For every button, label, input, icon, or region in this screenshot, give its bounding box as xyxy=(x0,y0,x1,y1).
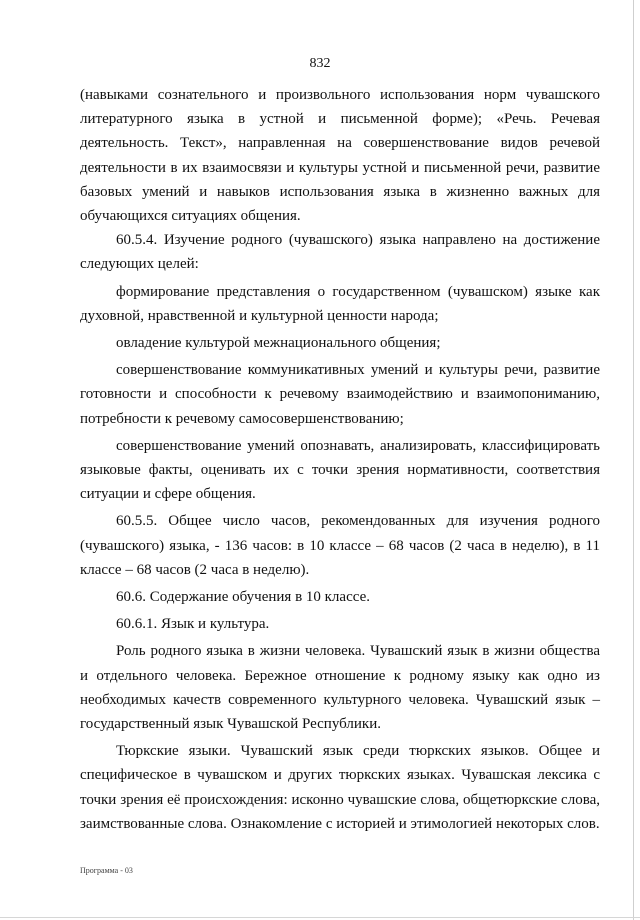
paragraph-goal-4: совершенствование умений опознавать, анализировать, классифицировать языковые факты, оценивать их с точки зрения нормативности, соответствия ситуации и сфере общения. xyxy=(80,437,600,503)
page-number: 832 xyxy=(309,56,331,71)
paragraph-goal-3: совершенствование коммуникативных умений и культуры речи, развитие готовности и способности к речевому взаимодействию и взаимопониманию, потребности к речевому самосовершенствованию; xyxy=(80,362,600,427)
heading-60-6: 60.6. Содержание обучения в 10 классе. xyxy=(116,589,370,606)
page-footer: Программа - 03 xyxy=(80,866,133,875)
scan-edge-bottom xyxy=(0,917,640,918)
paragraph-goal-2: овладение культурой межнационального общения; xyxy=(116,335,441,352)
body-text xyxy=(80,83,600,836)
paragraph-60-5-4: 60.5.4. Изучение родного (чувашского) языка направлено на достижение следующих целей: xyxy=(80,232,600,273)
heading-60-6-1: 60.6.1. Язык и культура. xyxy=(116,616,270,633)
paragraph-goal-1: формирование представления о государственном (чувашском) языке как духовной, нравственной и культурной ценности народа; xyxy=(80,283,600,324)
paragraph-role-of-language: Роль родного языка в жизни человека. Чувашский язык в жизни общества и отдельного человека. Бережное отношение к родному языку как одно из необходимых качеств современного культурного человека. Чувашский язык – государственный язык Чувашской Республики. xyxy=(80,643,600,733)
paragraph-turkic-languages: Тюркские языки. Чувашский язык среди тюркских языков. Общее и специфическое в чувашском и других тюркских языках. Чувашская лексика с точки зрения её происхождения: исконно чувашские слова, общетюркские слова, заимствованные слова. Ознакомление с историей и этимологией некоторых слов. xyxy=(80,743,600,832)
paragraph-60-5-5: 60.5.5. Общее число часов, рекомендованных для изучения родного (чувашского) языка, - 136 часов: в 10 классе – 68 часов (2 часа в неделю), в 11 классе – 68 часов (2 часа в неделю). xyxy=(80,513,600,578)
scan-edge-right xyxy=(633,0,634,920)
paragraph-continuation: (навыками сознательного и произвольного использования норм чувашского литературного языка в устной и письменной форме); «Речь. Речевая деятельность. Текст», направленная на совершенствование видов речевой деятельности в их взаимосвязи и культуры устной и письменной речи, развитие базовых умений и навыков использования языка в жизненно важных для обучающихся ситуациях общения. xyxy=(80,87,600,225)
